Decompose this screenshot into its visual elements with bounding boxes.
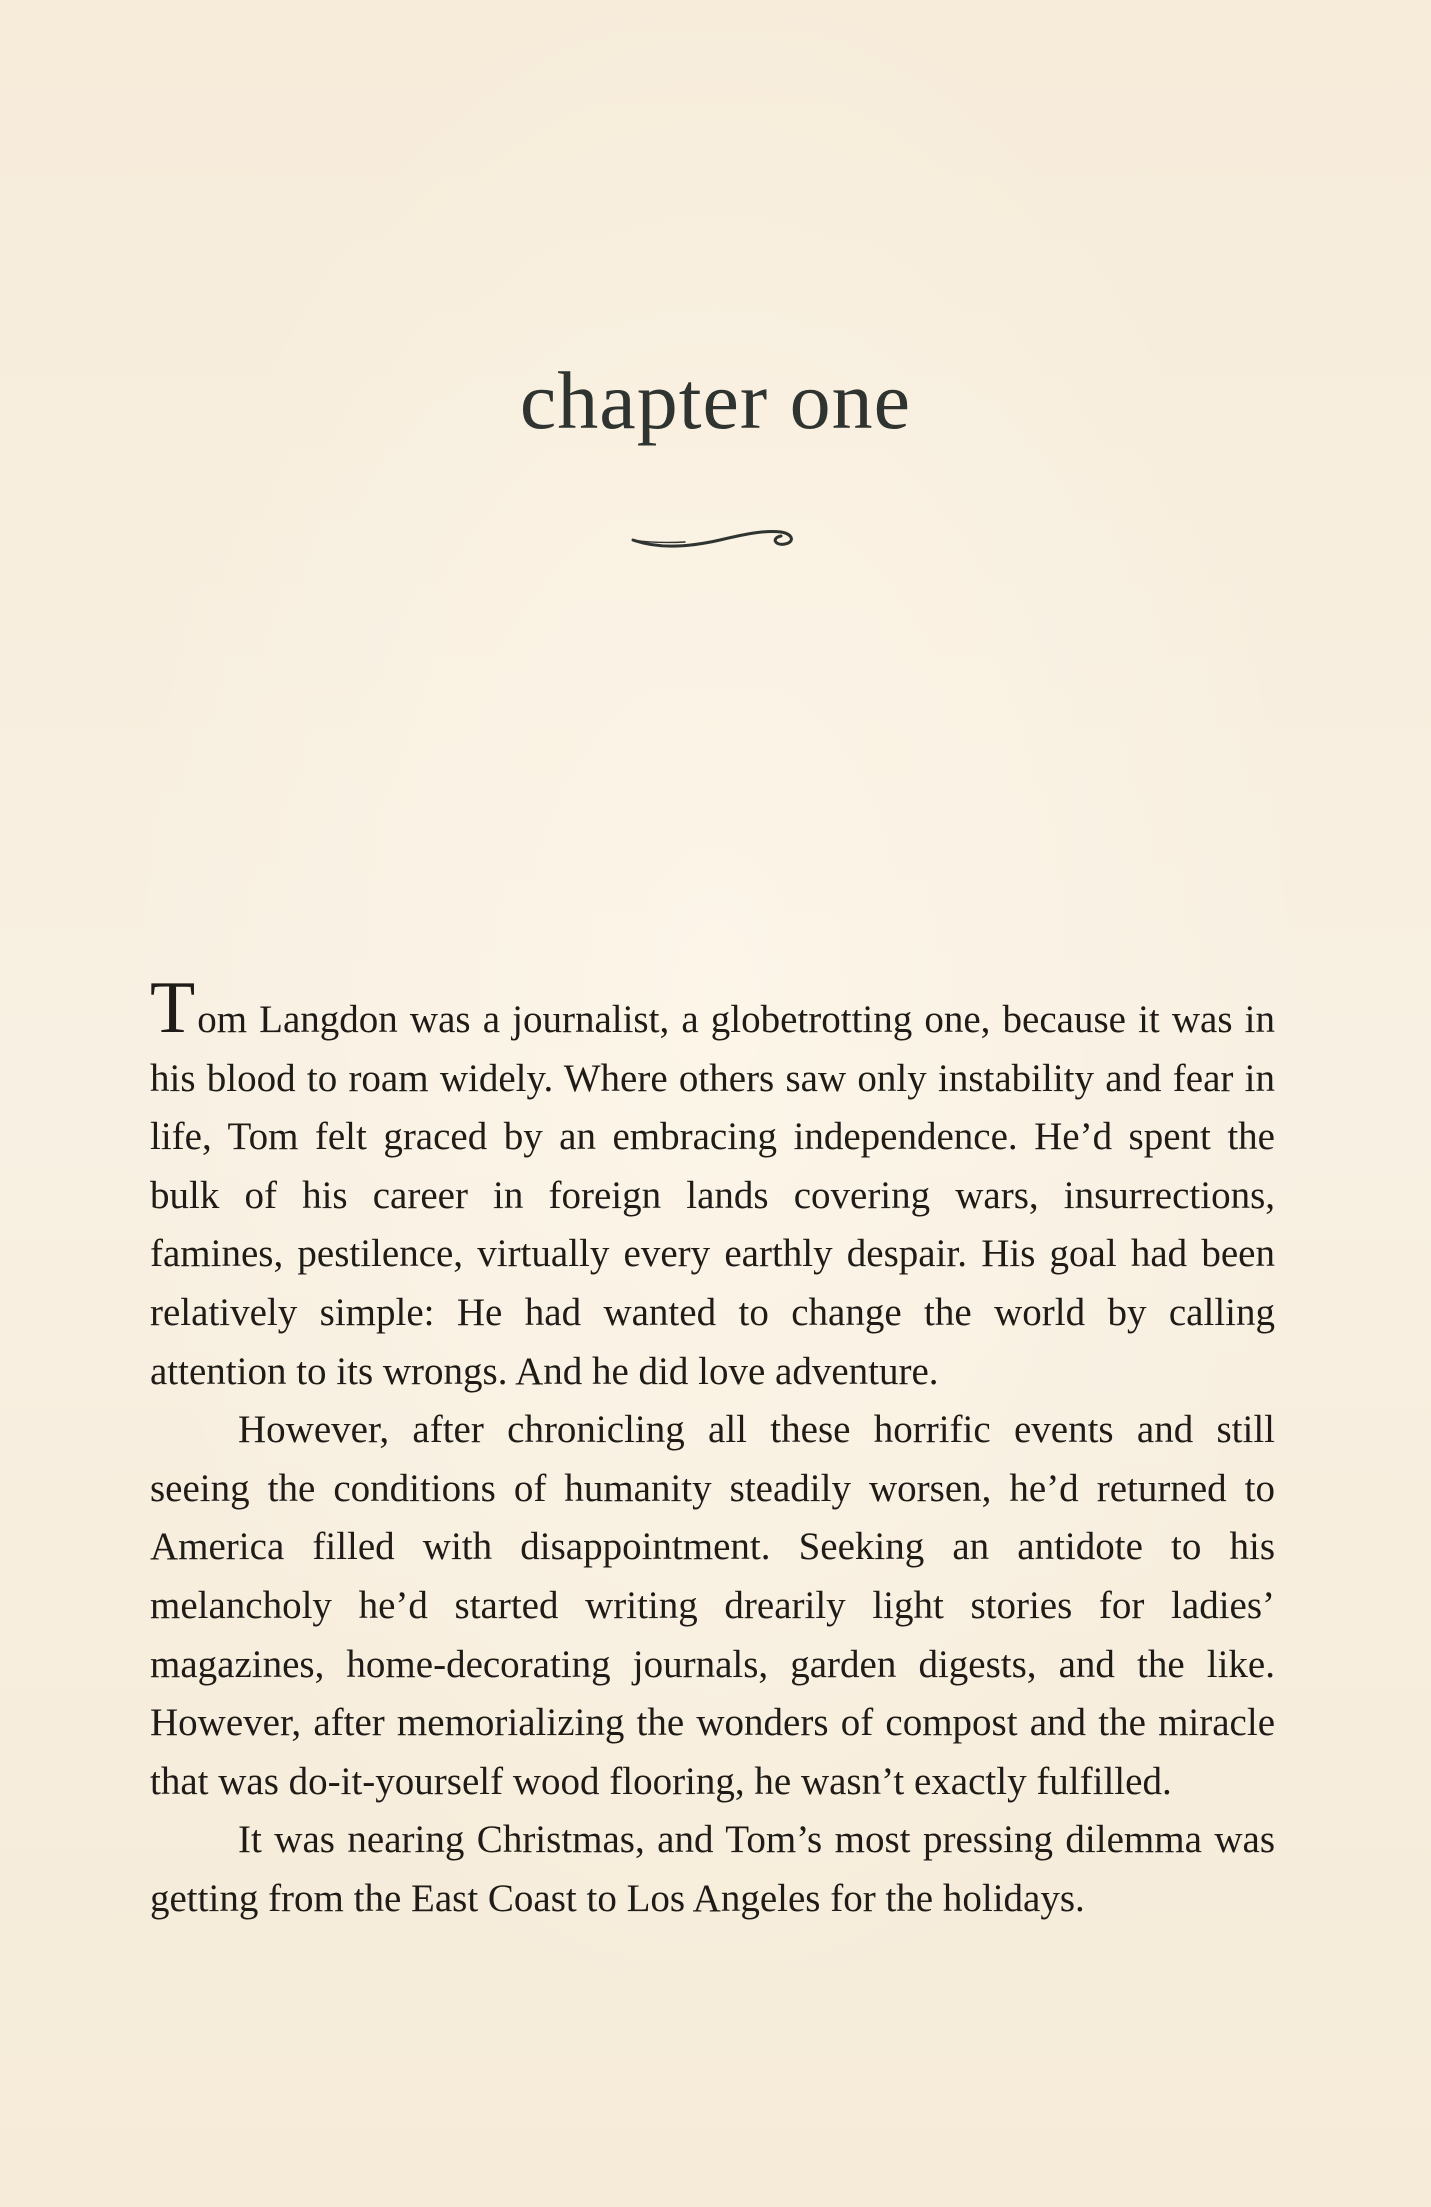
chapter-title: chapter one xyxy=(519,355,912,446)
paragraph-2: However, after chronicling all these horrific events and still seeing the conditions of humanity steadily worsen, he’d returned to America filled with disappointment. Seeking an antidote to his melancholy he’d started writing drearily light stories for ladies’ magazines, home-decorating journals, garden digests, and the like. However, after memorializing the wonders of compost and the miracle that was do-it-yourself wood flooring, he wasn’t exactly fulfilled. xyxy=(150,1408,1275,1803)
paragraph-1 xyxy=(150,967,1275,1401)
paragraph-1-text: om Langdon was a journalist, a globetrotting one, because it was in his blood to roam widely. Where others saw only instability and fear in life, Tom felt graced by an embracing independence. He’d spent the bulk of his career in foreign lands covering wars, insurrections, famines, pestilence, virtually every earthly despair. His goal had been relatively simple: He had wanted to change the world by calling attention to its wrongs. And he did love adventure. xyxy=(150,998,1275,1393)
drop-cap: T xyxy=(150,967,196,1049)
paragraph-3: It was nearing Christmas, and Tom’s most pressing dilemma was getting from the East Coast to Los Angeles for the holidays. xyxy=(150,1818,1275,1920)
chapter-body-text xyxy=(150,967,1275,1929)
flourish-ornament-icon xyxy=(625,518,805,558)
